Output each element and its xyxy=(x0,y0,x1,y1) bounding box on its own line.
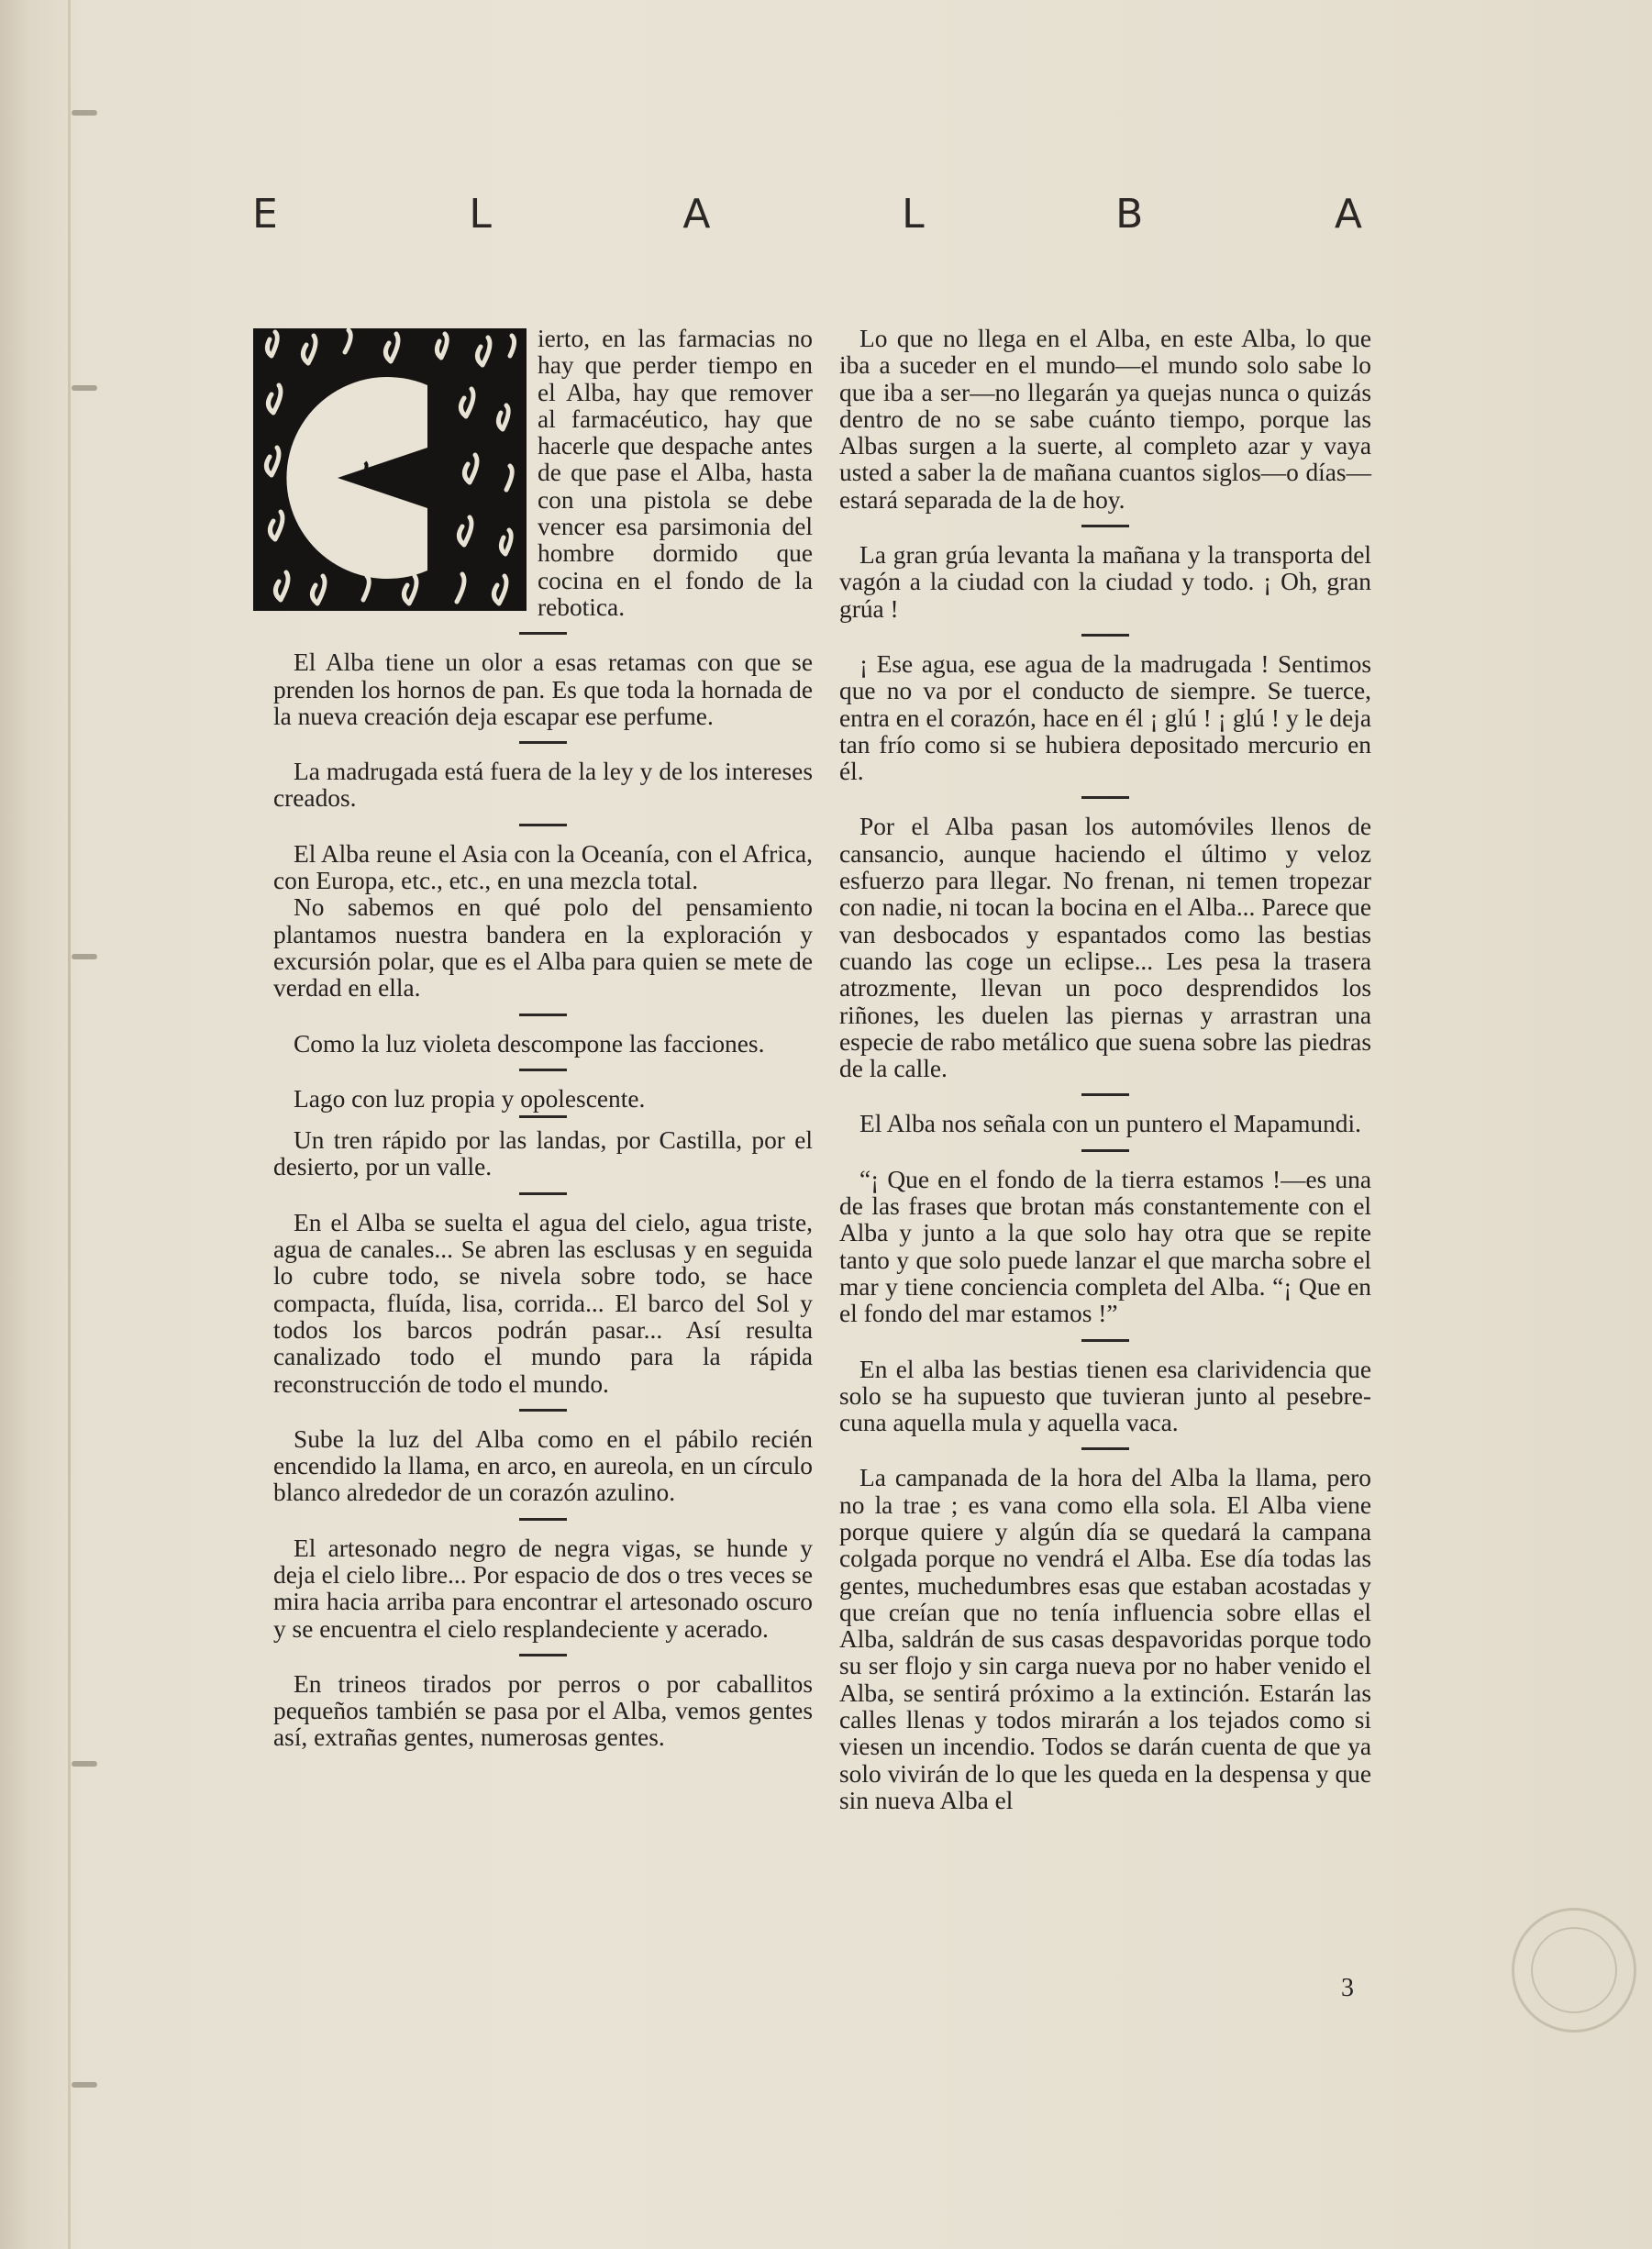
right-column xyxy=(839,326,1371,1814)
paragraph: Un tren rápido por las landas, por Castilla, por el desierto, por un valle. xyxy=(273,1126,813,1181)
section-divider xyxy=(519,1115,567,1118)
section-divider xyxy=(1081,1447,1129,1450)
title-letter: E xyxy=(252,191,278,238)
paragraph: La madrugada está fuera de la ley y de los intereses creados. xyxy=(273,758,813,813)
paragraph: El Alba reune el Asia con la Oceanía, con el Africa, con Europa, etc., etc., en una mezcla total. xyxy=(273,839,813,895)
section-divider xyxy=(519,1014,567,1016)
title-letter: L xyxy=(902,191,925,238)
title-letter: A xyxy=(1334,191,1362,238)
page-number: 3 xyxy=(1341,1974,1354,2002)
section-divider xyxy=(519,1654,567,1656)
title-letter: A xyxy=(682,191,711,238)
section-divider xyxy=(1081,1149,1129,1152)
section-divider xyxy=(1081,1339,1129,1342)
library-stamp-icon xyxy=(1512,1908,1636,2033)
paragraph: Lo que no llega en el Alba, en este Alba, lo que iba a suceder en el mundo—el mundo solo sabe lo que iba a ser—no llegarán ya quejas nunca o quizás dentro de no se sabe cuánto tiempo, porque las Albas surgen a la suerte, al completo azar y vaya usted a saber la de mañana cuantos siglos—o días—estará separada de la de hoy. xyxy=(839,325,1371,514)
paragraph: ¡ Ese agua, ese agua de la madrugada ! Sentimos que no va por el conducto de siempre. Se tuerce, entra en el corazón, hace en él ¡ glú ! ¡ glú ! y le deja tan frío como si se hubiera depositado mercurio en él. xyxy=(839,649,1371,786)
section-divider xyxy=(519,824,567,826)
paragraph: En trineos tirados por perros o por caballitos pequeños también se pasa por el Alba, vemos gentes así, extrañas gentes, numerosas gentes. xyxy=(273,1669,813,1752)
paragraph: El artesonado negro de negra vigas, se hunde y deja el cielo libre... Por espacio de dos o tres veces se mira hacia arriba para encontrar el artesonado oscuro y se encuentra el cielo resplandeciente y acerado. xyxy=(273,1534,813,1643)
title-letter: L xyxy=(469,191,492,238)
section-divider xyxy=(519,1518,567,1521)
left-column xyxy=(273,326,813,1752)
paragraph: Lago con luz propia y opolescente. xyxy=(294,1084,646,1113)
paragraph: En el alba las bestias tienen esa clarividencia que solo se ha supuesto que tuvieran junto al pesebre-cuna aquella mula y aquella vaca. xyxy=(839,1355,1371,1437)
section-divider xyxy=(1081,634,1129,637)
section-divider xyxy=(1081,525,1129,527)
paragraph: El Alba tiene un olor a esas retamas con que se prenden los hornos de pan. Es que toda la hornada de la nueva creación deja escapar ese perfume. xyxy=(273,648,813,730)
binding-edge xyxy=(68,0,71,2249)
paragraph: En el Alba se suelta el agua del cielo, agua triste, agua de canales... Se abren las esclusas y en seguida lo cubre todo, se nivela sobre todo, se hace compacta, fluída, lisa, corrida... El barco del Sol y todos los barcos podrán pasar... Así resulta canalizado todo el mundo para la rápida reconstrucción de todo el mundo. xyxy=(273,1208,813,1398)
decorative-initial-c-icon xyxy=(253,328,527,611)
title-letter: B xyxy=(1115,191,1144,238)
binding-stitch xyxy=(72,2082,97,2088)
section-divider xyxy=(1081,796,1129,799)
section-divider xyxy=(519,1069,567,1071)
section-divider xyxy=(519,632,567,635)
paragraph: Por el Alba pasan los automóviles llenos de cansancio, aunque haciendo el último y veloz esfuerzo para llegar. No frenan, ni temen tropezar con nadie, ni tocan la bocina en el Alba... Parece que van desbocados y espantados como las bestias cuando las coge un eclipse... Les pesa la trasera atrozmente, llevan un poco desprendidos los riñones, les duelen las piernas y arrastran una especie de rabo metálico que suena sobre las piedras de la calle. xyxy=(839,813,1371,1083)
binding-stitch xyxy=(72,110,97,116)
paragraph: La gran grúa levanta la mañana y la transporta del vagón a la ciudad con la ciudad y todo. ¡ Oh, gran grúa ! xyxy=(839,541,1371,623)
page-title xyxy=(252,191,1362,238)
binding-stitch xyxy=(72,385,97,391)
paragraph: El Alba nos señala con un puntero el Mapamundi. xyxy=(859,1110,1361,1138)
stamp-inner-ring xyxy=(1531,1927,1617,2013)
section-divider xyxy=(1081,1093,1129,1096)
section-divider xyxy=(519,1409,567,1412)
paragraph: Como la luz violeta descompone las facciones. xyxy=(294,1029,765,1058)
paragraph: La campanada de la hora del Alba la llama, pero no la trae ; es vana como ella sola. El Alba viene porque quiere y algún día se quedará la campana colgada porque no vendrá el Alba. Ese día todas las gentes, muchedumbres esas que estaban acostadas y que creían que no tenía influencia sobre ellas el Alba, saldrán de sus casas despavoridas porque todo su ser flojo y sin carga nueva por no haber venido el Alba, se sentirá próximo a la extinción. Estarán las calles llenas y todos mirarán a los tejados como si viesen un incendio. Todos se darán cuenta de que ya solo vivirán de lo que les queda en la despensa y que sin nueva Alba el xyxy=(839,1464,1371,1814)
binding-stitch xyxy=(72,1761,97,1767)
binding-stitch xyxy=(72,954,97,959)
flame-pattern-icon xyxy=(253,328,527,611)
dropcap-paragraph: ierto, en las farmacias no hay que perder tiempo en el Alba, hay que remover al farmacéutico, hay que hacerle que despache antes de que pase el Alba, hasta con una pistola se debe vencer esa parsimonia del hombre dormido que cocina en el fondo de la rebotica. xyxy=(538,325,813,621)
paragraph: Sube la luz del Alba como en el pábilo recién encendido la llama, en arco, en aureola, en un círculo blanco alrededor de un corazón azulino. xyxy=(273,1424,813,1507)
paragraph: No sabemos en qué polo del pensamiento plantamos nuestra bandera en la exploración y excursión polar, que es el Alba para quien se mete de verdad en ella. xyxy=(273,893,813,1003)
section-divider xyxy=(519,1192,567,1195)
section-divider xyxy=(519,741,567,744)
paragraph: “¡ Que en el fondo de la tierra estamos !—es una de las frases que brotan más constantemente con el Alba y junto a la que solo hay otra que se repite tanto y que solo puede lanzar el que marcha sobre el mar y tiene conciencia completa del Alba. “¡ Que en el fondo del mar estamos !” xyxy=(839,1165,1371,1328)
